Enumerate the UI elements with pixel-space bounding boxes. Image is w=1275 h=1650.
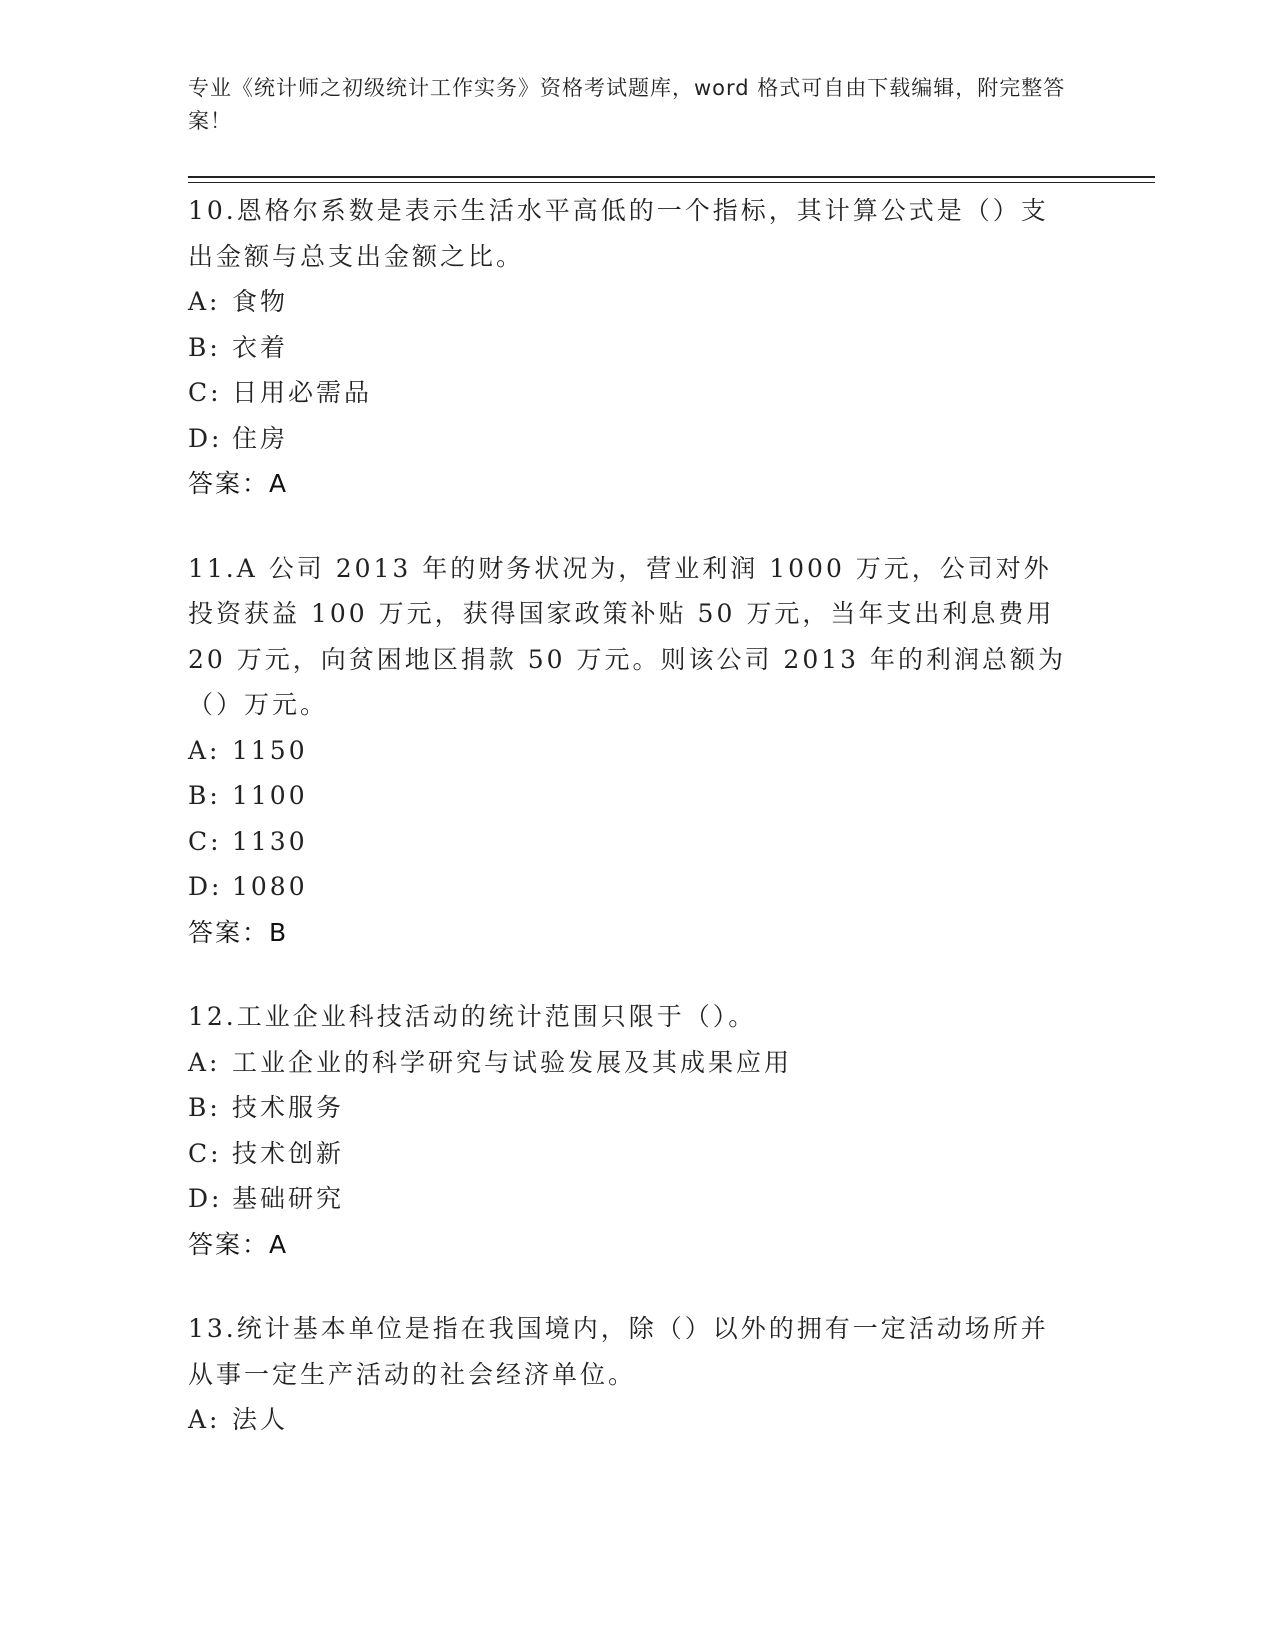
option-text: 技术创新 <box>232 1138 345 1168</box>
question-stem: 10.恩格尔系数是表示生活水平高低的一个指标，其计算公式是（）支出金额与总支出金额之比。 <box>188 196 1049 271</box>
answer-line: 答案：B <box>188 917 289 947</box>
option-letter: D: <box>188 423 223 453</box>
document-header: 专业《统计师之初级统计工作实务》资格考试题库，word 格式可自由下载编辑，附完整答案！ <box>188 76 1066 133</box>
option-letter: D: <box>188 1184 223 1213</box>
question-12 <box>188 994 1088 1267</box>
option-a <box>188 279 1088 325</box>
answer-line: 答案：A <box>188 1229 289 1259</box>
question-10 <box>188 188 1088 507</box>
option-letter: A: <box>188 1047 221 1077</box>
option-text: 技术服务 <box>232 1093 345 1122</box>
option-text: 法人 <box>232 1405 289 1434</box>
option-letter: C: <box>188 826 222 856</box>
option-d <box>188 416 1088 462</box>
option-text: 1080 <box>232 872 308 901</box>
option-letter: A: <box>188 287 221 316</box>
option-text: 工业企业的科学研究与试验发展及其成果应用 <box>232 1047 793 1077</box>
option-letter: B: <box>188 1093 221 1122</box>
option-text: 基础研究 <box>232 1184 345 1213</box>
option-text: 住房 <box>232 423 289 453</box>
option-letter: C: <box>188 1138 222 1168</box>
question-stem: 11.A 公司 2013 年的财务状况为，营业利润 1000 万元，公司对外投资获益 100 万元，获得国家政策补贴 50 万元，当年支出利息费用 20 万元，向贫困地区捐款 50 万元。则该公司 2013 年的利润总额为（）万元。 <box>188 553 1066 719</box>
option-letter: A: <box>188 1405 221 1434</box>
question-11 <box>188 546 1088 956</box>
option-c <box>188 1131 1088 1177</box>
question-list <box>188 188 1088 1482</box>
option-b <box>188 325 1088 371</box>
option-text: 日用必需品 <box>232 378 373 407</box>
option-c <box>188 370 1088 416</box>
option-letter: B: <box>188 781 221 810</box>
option-c <box>188 819 1088 865</box>
option-text: 1130 <box>232 826 308 856</box>
option-letter: D: <box>188 872 223 901</box>
question-13 <box>188 1306 1088 1443</box>
answer-line: 答案：A <box>188 469 289 498</box>
option-text: 食物 <box>232 287 289 316</box>
option-text: 衣着 <box>232 332 289 362</box>
option-letter: B: <box>188 332 221 362</box>
header-divider-thin <box>188 182 1155 183</box>
option-letter: A: <box>188 735 221 765</box>
option-text: 1100 <box>232 781 308 810</box>
option-a <box>188 1397 1088 1443</box>
option-letter: C: <box>188 378 222 407</box>
option-a <box>188 1040 1088 1086</box>
option-a <box>188 728 1088 774</box>
question-stem: 12.工业企业科技活动的统计范围只限于（）。 <box>188 1002 757 1031</box>
question-stem: 13.统计基本单位是指在我国境内，除（）以外的拥有一定活动场所并从事一定生产活动的社会经济单位。 <box>188 1314 1049 1389</box>
option-b <box>188 1085 1088 1131</box>
header-divider-thick <box>188 176 1155 178</box>
option-d <box>188 1176 1088 1222</box>
option-d <box>188 864 1088 910</box>
option-text: 1150 <box>232 735 308 765</box>
option-b <box>188 773 1088 819</box>
